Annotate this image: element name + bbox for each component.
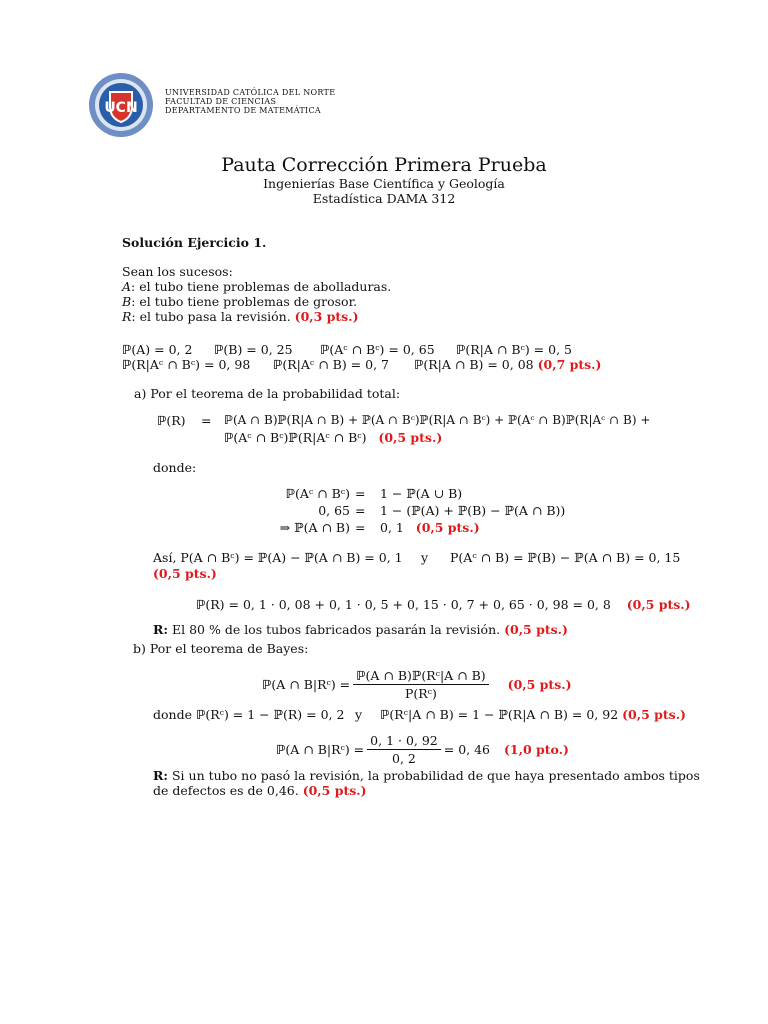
events-intro: Sean los sucesos: xyxy=(122,264,233,279)
faculty-name: FACULTAD DE CIENCIAS xyxy=(165,97,277,106)
given-pR-ABc: ℙ(R|A ∩ Bᶜ) = 0, 5 xyxy=(456,342,572,357)
document-subtitle-2: Estadística DAMA 312 xyxy=(312,191,456,206)
points-answer-b: (0,5 pts.) xyxy=(302,783,367,798)
asi-line: Así, P(A ∩ Bᶜ) = ℙ(A) − ℙ(A ∩ B) = 0, 1 xyxy=(153,550,403,565)
document-title: Pauta Corrección Primera Prueba xyxy=(221,154,547,176)
given-pA: ℙ(A) = 0, 2 xyxy=(122,342,193,357)
university-name: UNIVERSIDAD CATÓLICA DEL NORTE xyxy=(165,88,336,97)
asi-eq2: P(Aᶜ ∩ B) = ℙ(B) − ℙ(A ∩ B) = 0, 15 xyxy=(450,550,681,565)
bayes-fraction: $\frac{\text{ℙ(A ∩ B)ℙ(Rᶜ|A ∩ B)}}{\text{P(Rᶜ)}}$ xyxy=(353,668,489,701)
bayes-result: ℙ(A ∩ B|Rᶜ) = $\frac{0, 1 \cdot 0, 92}{0, 2}$ = 0, 46 (1,0 pto.) xyxy=(276,733,569,766)
points-events: (0,3 pts.) xyxy=(294,309,359,324)
part-b-label: b) xyxy=(133,641,146,656)
points-total-prob: (0,5 pts.) xyxy=(378,430,443,445)
points-calc: (0,5 pts.) xyxy=(626,597,691,612)
event-a-line xyxy=(122,279,391,294)
total-prob-calc: ℙ(R) = 0, 1 · 0, 08 + 0, 1 · 0, 5 + 0, 15 · 0, 7 + 0, 65 · 0, 98 = 0, 8 (0,5 pts.) xyxy=(196,597,691,612)
event-r-label: R xyxy=(122,309,132,324)
prob-symbol: ℙ xyxy=(122,342,132,357)
document-subtitle-1: Ingenierías Base Científica y Geología xyxy=(263,176,505,191)
logo-text: UCN xyxy=(104,100,138,116)
union-line-1-eq: = xyxy=(355,486,366,501)
part-a-intro-line xyxy=(134,386,400,401)
part-b-answer-line-1: R: Si un tubo no pasó la revisión, la probabilidad de que haya presentado ambos tipos xyxy=(153,768,700,783)
asi-y: y xyxy=(421,550,429,565)
union-line-3-rhs: 0, 1 (0,5 pts.) xyxy=(380,520,480,535)
institution-block xyxy=(165,88,335,115)
part-a-intro: Por el teorema de la probabilidad total: xyxy=(150,386,401,401)
points-intersection: (0,5 pts.) xyxy=(415,520,480,535)
donde-b-eq1: donde ℙ(Rᶜ) = 1 − ℙ(R) = 0, 2 xyxy=(153,707,345,722)
part-b-intro: Por el teorema de Bayes: xyxy=(149,641,309,656)
answer-label: R: xyxy=(153,622,169,637)
event-r-text: : el tubo pasa la revisión. xyxy=(131,309,291,324)
donde-label: donde: xyxy=(153,460,197,475)
given-pR-AcB: ℙ(R|Aᶜ ∩ B) = 0, 7 xyxy=(273,357,389,372)
donde-b-y: y xyxy=(355,707,363,722)
prob-symbol: ℙ xyxy=(214,342,224,357)
union-line-2-eq: = xyxy=(355,503,366,518)
total-prob-lhs: ℙ(R) xyxy=(157,413,186,428)
given-pR-AcBc: ℙ(R|Aᶜ ∩ Bᶜ) = 0, 98 xyxy=(122,357,251,372)
points-donde-b: (0,5 pts.) xyxy=(622,707,686,722)
total-prob-rhs-1: ℙ(A ∩ B)ℙ(R|A ∩ B) + ℙ(A ∩ Bᶜ)ℙ(R|A ∩ Bᶜ) + ℙ(Aᶜ ∩ B)ℙ(R|Aᶜ ∩ B) + xyxy=(224,413,651,427)
part-a-label: a) xyxy=(134,386,147,401)
given-pR-AB: ℙ(R|A ∩ B) = 0, 08 (0,7 pts.) xyxy=(414,357,602,372)
points-given: (0,7 pts.) xyxy=(537,357,602,372)
total-prob-rhs-2: ℙ(Aᶜ ∩ Bᶜ)ℙ(R|Aᶜ ∩ Bᶜ) (0,5 pts.) xyxy=(224,430,443,445)
event-b-text: : el tubo tiene problemas de grosor. xyxy=(131,294,358,309)
prob-symbol: ℙ xyxy=(414,357,424,372)
union-line-1-rhs: 1 − ℙ(A ∪ B) xyxy=(380,486,463,501)
part-a-answer: R: El 80 % de los tubos fabricados pasarán la revisión. (0,5 pts.) xyxy=(153,622,568,637)
points-bayes: (0,5 pts.) xyxy=(507,677,572,692)
union-line-2-rhs: 1 − (ℙ(A) + ℙ(B) − ℙ(A ∩ B)) xyxy=(380,503,566,518)
event-a-label: A xyxy=(122,279,132,294)
bayes-formula: ℙ(A ∩ B|Rᶜ) = $\frac{\text{ℙ(A ∩ B)ℙ(Rᶜ|A ∩ B)}}{\text{P(Rᶜ)}}$ (0,5 pts.) xyxy=(262,668,572,701)
university-logo xyxy=(88,72,154,138)
prob-symbol: ℙ xyxy=(122,357,132,372)
event-r-line xyxy=(122,309,359,324)
given-pAcBc: ℙ(Aᶜ ∩ Bᶜ) = 0, 65 xyxy=(320,342,435,357)
total-prob-eq: = xyxy=(201,413,212,428)
prob-symbol: ℙ xyxy=(320,342,330,357)
prob-symbol: ℙ xyxy=(273,357,283,372)
points-result: (1,0 pto.) xyxy=(504,742,569,757)
points-answer-a: (0,5 pts.) xyxy=(504,622,568,637)
part-b-intro-line xyxy=(133,641,308,656)
answer-label: R: xyxy=(153,768,169,783)
donde-b-eq2: ℙ(Rᶜ|A ∩ B) = 1 − ℙ(R|A ∩ B) = 0, 92 (0,5 pts.) xyxy=(380,707,686,722)
union-line-1-lhs: ℙ(Aᶜ ∩ Bᶜ) xyxy=(285,486,350,501)
department-name: DEPARTAMENTO DE MATEMÁTICA xyxy=(165,106,321,115)
union-line-3-lhs: ⇒ ℙ(A ∩ B) xyxy=(279,520,350,535)
event-b-label: B xyxy=(122,294,132,309)
given-pB: ℙ(B) = 0, 25 xyxy=(214,342,293,357)
event-a-text: : el tubo tiene problemas de abolladuras. xyxy=(131,279,392,294)
union-line-3-eq: = xyxy=(355,520,366,535)
event-b-line xyxy=(122,294,357,309)
part-b-answer-line-2: de defectos es de 0,46. (0,5 pts.) xyxy=(153,783,367,798)
points-asi: (0,5 pts.) xyxy=(153,566,217,581)
section-heading: Solución Ejercicio 1. xyxy=(122,235,267,250)
prob-symbol: ℙ xyxy=(456,342,466,357)
result-fraction: $\frac{0, 1 \cdot 0, 92}{0, 2}$ xyxy=(367,733,441,766)
union-line-2-lhs: 0, 65 xyxy=(318,503,350,518)
